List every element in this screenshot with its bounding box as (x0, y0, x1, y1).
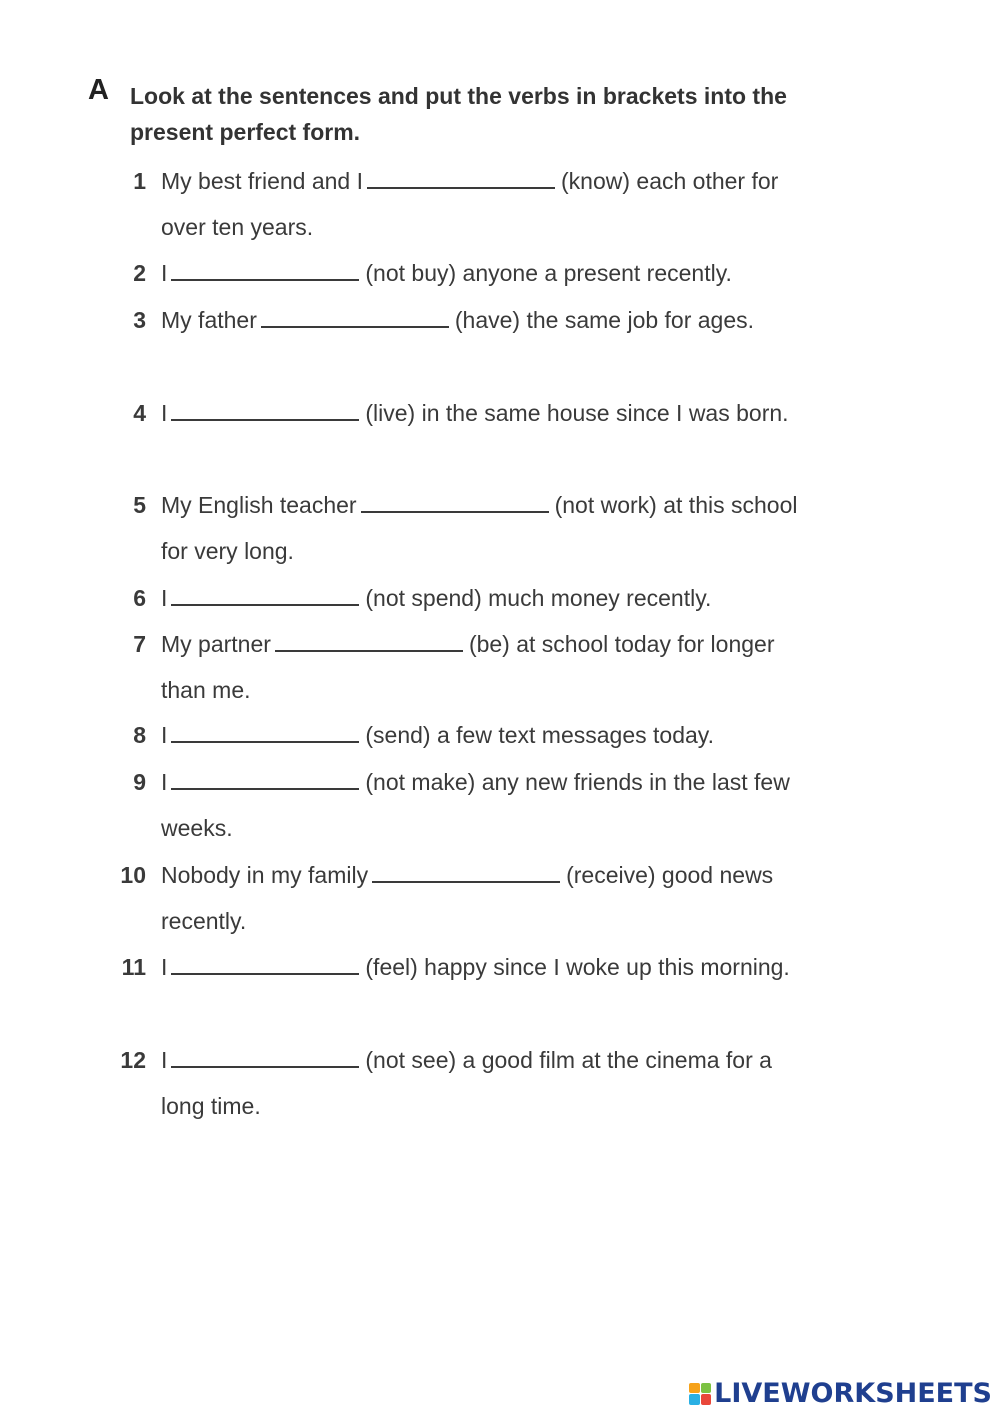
answer-blank[interactable] (171, 1040, 359, 1068)
exercise-item (100, 297, 820, 343)
logo-mark-tile (701, 1394, 712, 1405)
sentence-start: My father (161, 307, 257, 333)
answer-blank[interactable] (171, 578, 359, 606)
sentence-end: (not buy) anyone a present recently. (365, 260, 732, 286)
sentence-end: (have) the same job for ages. (454, 307, 755, 333)
sentence-start: My partner (161, 631, 271, 657)
answer-blank[interactable] (171, 947, 359, 975)
item-sentence (161, 712, 821, 758)
sentence-end: (not work) at this school for very long. (161, 492, 798, 564)
item-number: 6 (133, 585, 146, 611)
sentence-end: (send) a few text messages today. (365, 722, 714, 748)
item-sentence (161, 250, 821, 296)
exercise-item (100, 1037, 820, 1129)
item-sentence (161, 575, 821, 621)
sentence-start: I (161, 769, 168, 795)
exercise-item (100, 944, 820, 990)
item-number: 1 (133, 168, 146, 194)
exercise-item (100, 250, 820, 296)
exercise-item (100, 712, 820, 758)
sentence-end: (not see) a good film at the cinema for a long time. (161, 1047, 772, 1119)
item-number: 4 (133, 400, 146, 426)
item-number: 2 (133, 260, 146, 286)
logo-mark-icon (689, 1383, 711, 1405)
sentence-start: My best friend and I (161, 168, 363, 194)
exercise-item (100, 575, 820, 621)
item-sentence (161, 482, 821, 574)
answer-blank[interactable] (367, 161, 555, 189)
sentence-end: (receive) good news recently. (161, 862, 774, 934)
answer-blank[interactable] (372, 855, 560, 883)
item-number: 9 (133, 769, 146, 795)
sentence-start: I (161, 1047, 168, 1073)
sentence-start: I (161, 260, 168, 286)
answer-blank[interactable] (171, 762, 359, 790)
item-sentence (161, 390, 821, 436)
sentence-start: I (161, 585, 168, 611)
sentence-end: (know) each other for over ten years. (161, 168, 779, 240)
item-number: 12 (120, 1047, 146, 1073)
exercise-item (100, 759, 820, 851)
item-number: 11 (121, 954, 146, 980)
answer-blank[interactable] (361, 485, 549, 513)
answer-blank[interactable] (171, 253, 359, 281)
logo-mark-tile (701, 1383, 712, 1394)
exercise-item (100, 158, 820, 250)
liveworksheets-logo (689, 1380, 992, 1407)
answer-blank[interactable] (261, 300, 449, 328)
answer-blank[interactable] (275, 624, 463, 652)
item-number: 10 (120, 862, 146, 888)
item-sentence (161, 759, 821, 851)
logo-mark-tile (689, 1394, 700, 1405)
sentence-start: I (161, 954, 168, 980)
logo-mark-tile (689, 1383, 700, 1394)
sentence-end: (be) at school today for longer than me. (161, 631, 775, 703)
item-sentence (161, 1037, 821, 1129)
sentence-end: (live) in the same house since I was born. (365, 400, 789, 426)
logo-text: LIVEWORKSHEETS (714, 1378, 992, 1409)
instruction-text: Look at the sentences and put the verbs in brackets into the present perfect form. (130, 83, 787, 145)
sentence-start: I (161, 400, 168, 426)
section-letter: A (88, 74, 109, 106)
item-number: 5 (133, 492, 146, 518)
sentence-start: Nobody in my family (161, 862, 369, 888)
item-sentence (161, 297, 821, 343)
sentence-start: I (161, 722, 168, 748)
sentence-end: (feel) happy since I woke up this morning. (365, 954, 790, 980)
item-number: 3 (133, 307, 146, 333)
exercise-item (100, 482, 820, 574)
exercise-item (100, 621, 820, 713)
item-sentence (161, 852, 821, 944)
item-sentence (161, 621, 821, 713)
exercise-item (100, 390, 820, 436)
sentence-end: (not make) any new friends in the last few weeks. (161, 769, 790, 841)
answer-blank[interactable] (171, 393, 359, 421)
item-number: 7 (133, 631, 146, 657)
item-sentence (161, 158, 821, 250)
item-sentence (161, 944, 821, 990)
sentence-end: (not spend) much money recently. (365, 585, 712, 611)
sentence-start: My English teacher (161, 492, 357, 518)
item-number: 8 (133, 722, 146, 748)
answer-blank[interactable] (171, 715, 359, 743)
exercise-item (100, 852, 820, 944)
